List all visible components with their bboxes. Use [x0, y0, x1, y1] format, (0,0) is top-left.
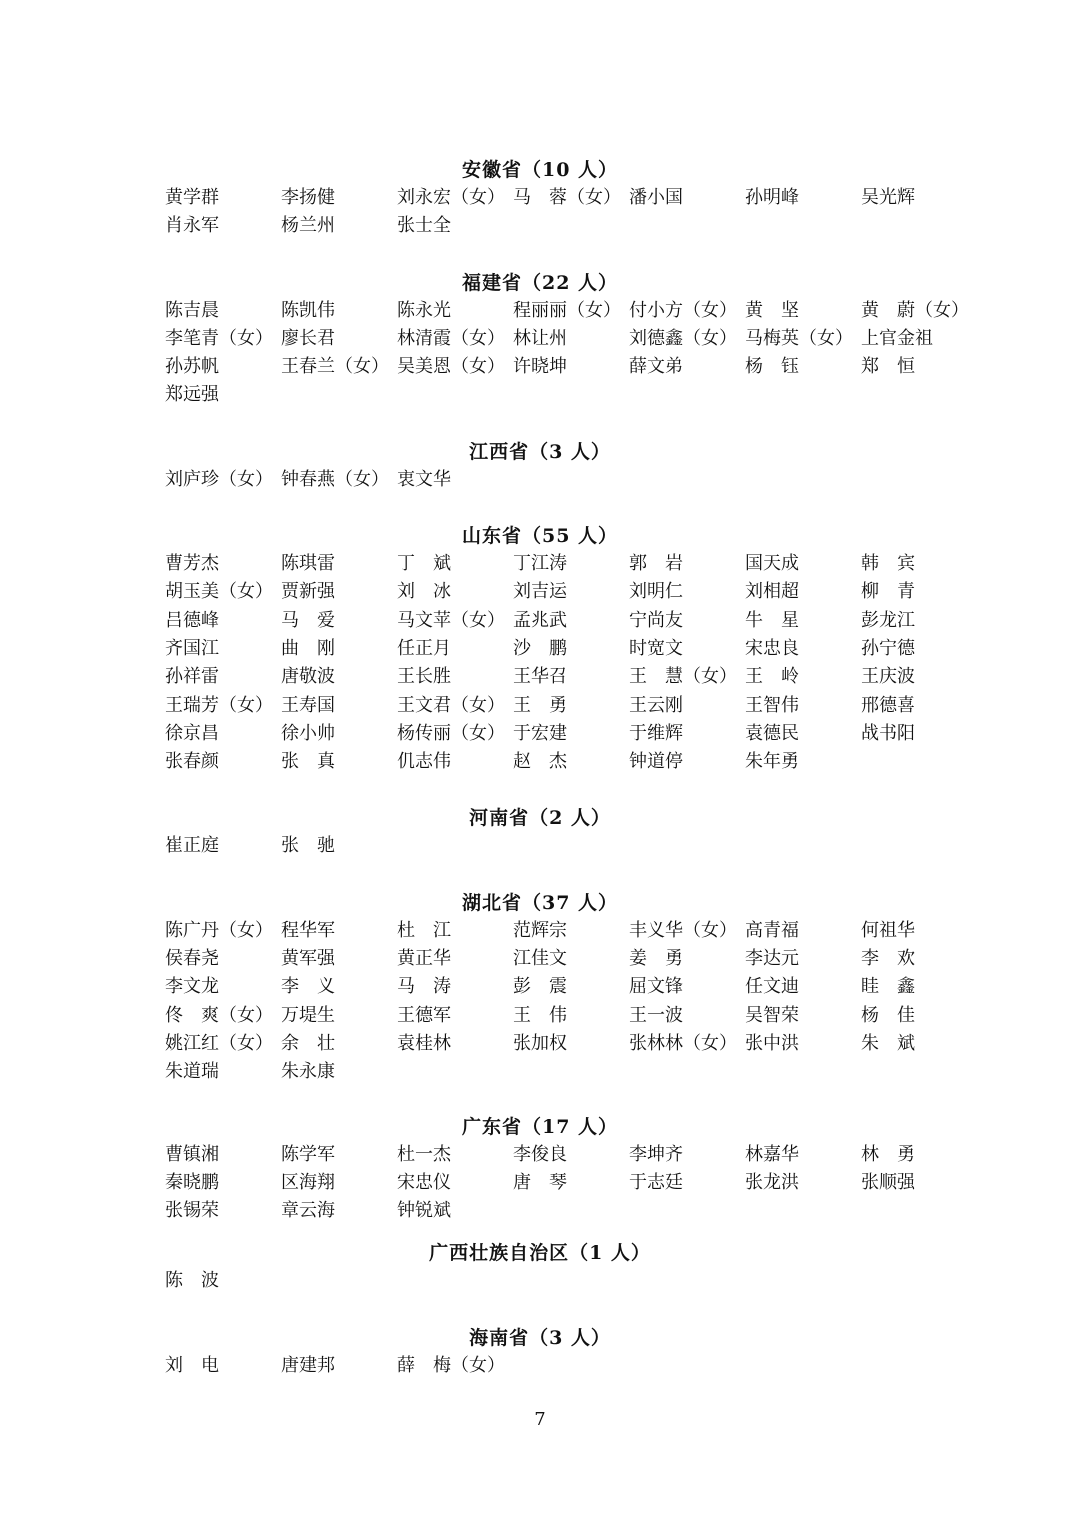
province-section [0, 438, 1080, 494]
person-name: 李达元 [745, 948, 799, 970]
person-name: 曹芳杰 [165, 553, 219, 575]
person-name: 马文苹（女） [397, 609, 505, 631]
name-row [165, 1169, 1005, 1197]
province-title: 福建省（22 人） [461, 271, 619, 294]
province-section [0, 1324, 1080, 1380]
name-list [165, 1352, 1005, 1380]
person-name: 唐敬波 [281, 666, 335, 688]
person-name: 肖永军 [165, 215, 219, 237]
person-name: 黄学群 [165, 187, 219, 208]
person-name: 章云海 [281, 1200, 335, 1222]
person-name: 王一波 [629, 1004, 683, 1026]
name-row [165, 1197, 1005, 1225]
person-name: 王 慧（女） [629, 666, 737, 688]
person-name: 姚江红（女） [165, 1032, 273, 1054]
province-title: 江西省（3 人） [469, 440, 611, 463]
province-section [0, 156, 1080, 241]
name-row [165, 184, 1005, 212]
province-title: 山东省（55 人） [461, 525, 619, 548]
person-name: 王瑞芳（女） [165, 694, 273, 716]
province-title: 广西壮族自治区（1 人） [429, 1242, 651, 1265]
name-list [165, 917, 1005, 1087]
person-name: 宋忠良 [745, 637, 799, 659]
person-name: 徐小帅 [281, 722, 335, 744]
person-name: 柳 青 [861, 581, 915, 603]
person-name: 钟道停 [629, 751, 683, 773]
province-section [0, 269, 1080, 410]
name-list [165, 297, 1005, 410]
person-name: 彭龙江 [861, 609, 915, 631]
person-name: 李 欢 [861, 948, 915, 970]
person-name: 曲 刚 [281, 637, 335, 659]
person-name: 张 真 [281, 751, 335, 773]
person-name: 韩 宾 [861, 553, 915, 575]
person-name: 眭 鑫 [861, 976, 915, 998]
name-row [165, 1030, 1005, 1058]
person-name: 朱永康 [281, 1061, 335, 1083]
person-name: 郭 岩 [629, 553, 683, 575]
name-row [165, 1267, 1005, 1295]
person-name: 于宏建 [513, 722, 567, 744]
person-name: 余 壮 [281, 1032, 335, 1054]
province-section [0, 804, 1080, 860]
name-list [165, 1267, 1005, 1295]
name-row [165, 297, 1005, 325]
person-name: 朱道瑞 [165, 1061, 219, 1083]
person-name: 上官金祖 [861, 327, 933, 349]
person-name: 唐 琴 [513, 1171, 567, 1193]
name-row [165, 917, 1005, 945]
person-name: 林清霞（女） [397, 327, 505, 349]
person-name: 刘相超 [745, 581, 799, 603]
name-list [165, 550, 1005, 776]
person-name: 王 伟 [513, 1004, 567, 1026]
name-row [165, 635, 1005, 663]
person-name: 孙宁德 [861, 637, 915, 659]
person-name: 李文龙 [165, 976, 219, 998]
person-name: 王春兰（女） [281, 356, 389, 378]
person-name: 杨兰州 [281, 215, 335, 237]
person-name: 朱年勇 [745, 751, 799, 773]
person-name: 李俊良 [513, 1143, 567, 1165]
person-name: 吕德峰 [165, 609, 219, 631]
person-name: 刘吉运 [513, 581, 567, 603]
person-name: 曹镇湘 [165, 1143, 219, 1165]
person-name: 仉志伟 [397, 751, 451, 773]
person-name: 廖长君 [281, 327, 335, 349]
person-name: 何祖华 [861, 919, 915, 941]
name-row [165, 973, 1005, 1001]
person-name: 刘 冰 [397, 581, 451, 603]
person-name: 丁 斌 [397, 553, 451, 575]
person-name: 任正月 [397, 637, 451, 659]
person-name: 宋忠仪 [397, 1171, 451, 1193]
person-name: 马 涛 [397, 976, 451, 998]
person-name: 黄军强 [281, 948, 335, 970]
person-name: 程华军 [281, 919, 335, 941]
name-list [165, 1141, 1005, 1226]
name-row [165, 353, 1005, 381]
person-name: 侯春尧 [165, 948, 219, 970]
person-name: 陈 波 [165, 1270, 219, 1292]
person-name: 王云刚 [629, 694, 683, 716]
name-row [165, 578, 1005, 606]
name-row [165, 832, 1005, 860]
name-row [165, 325, 1005, 353]
person-name: 孙明峰 [745, 187, 799, 208]
person-name: 战书阳 [861, 722, 915, 744]
person-name: 赵 杰 [513, 751, 567, 773]
person-name: 张 驰 [281, 835, 335, 857]
province-title: 安徽省（10 人） [461, 159, 619, 181]
name-row [165, 692, 1005, 720]
person-name: 陈琪雷 [281, 553, 335, 575]
person-name: 张龙洪 [745, 1171, 799, 1193]
person-name: 马 蓉（女） [513, 187, 621, 208]
person-name: 时宽文 [629, 637, 683, 659]
person-name: 范辉宗 [513, 919, 567, 941]
name-row [165, 1002, 1005, 1030]
person-name: 陈学军 [281, 1143, 335, 1165]
person-name: 马 爱 [281, 609, 335, 631]
person-name: 高青福 [745, 919, 799, 941]
person-name: 佟 爽（女） [165, 1004, 273, 1026]
person-name: 李坤齐 [629, 1143, 683, 1165]
person-name: 衷文华 [397, 468, 451, 490]
name-row [165, 1352, 1005, 1380]
person-name: 吴美恩（女） [397, 356, 505, 378]
person-name: 王庆波 [861, 666, 915, 688]
person-name: 朱 斌 [861, 1032, 915, 1054]
person-name: 区海翔 [281, 1171, 335, 1193]
province-section [0, 1113, 1080, 1226]
name-row [165, 945, 1005, 973]
person-name: 刘明仁 [629, 581, 683, 603]
person-name: 国天成 [745, 553, 799, 575]
person-name: 崔正庭 [165, 835, 219, 857]
person-name: 张加权 [513, 1032, 567, 1054]
person-name: 张顺强 [861, 1171, 915, 1193]
person-name: 潘小国 [629, 187, 683, 208]
person-name: 张锡荣 [165, 1200, 219, 1222]
name-row [165, 720, 1005, 748]
person-name: 王长胜 [397, 666, 451, 688]
person-name: 丁江涛 [513, 553, 567, 575]
person-name: 王文君（女） [397, 694, 505, 716]
page-number: 7 [534, 1409, 546, 1430]
person-name: 王寿国 [281, 694, 335, 716]
person-name: 程丽丽（女） [513, 299, 621, 321]
person-name: 屈文锋 [629, 976, 683, 998]
document-body [0, 128, 1080, 1380]
province-section [0, 1239, 1080, 1295]
person-name: 杨传丽（女） [397, 722, 505, 744]
person-name: 沙 鹏 [513, 637, 567, 659]
person-name: 林嘉华 [745, 1143, 799, 1165]
person-name: 牛 星 [745, 609, 799, 631]
person-name: 林让州 [513, 327, 567, 349]
person-name: 陈永光 [397, 299, 451, 321]
name-list [165, 184, 1005, 241]
person-name: 邢德喜 [861, 694, 915, 716]
person-name: 陈吉晨 [165, 299, 219, 321]
person-name: 钟春燕（女） [281, 468, 389, 490]
province-section [0, 889, 1080, 1087]
person-name: 李笔青（女） [165, 327, 273, 349]
person-name: 徐京昌 [165, 722, 219, 744]
person-name: 孟兆武 [513, 609, 567, 631]
person-name: 李扬健 [281, 187, 335, 208]
person-name: 袁桂林 [397, 1032, 451, 1054]
name-row [165, 663, 1005, 691]
person-name: 宁尚友 [629, 609, 683, 631]
name-row [165, 381, 1005, 409]
person-name: 丰义华（女） [629, 919, 737, 941]
person-name: 王智伟 [745, 694, 799, 716]
person-name: 吴智荣 [745, 1004, 799, 1026]
person-name: 王德军 [397, 1004, 451, 1026]
person-name: 李 义 [281, 976, 335, 998]
person-name: 杜 江 [397, 919, 451, 941]
person-name: 薛文弟 [629, 356, 683, 378]
person-name: 刘德鑫（女） [629, 327, 737, 349]
province-section [0, 522, 1080, 776]
name-row [165, 748, 1005, 776]
person-name: 袁德民 [745, 722, 799, 744]
person-name: 钟锐斌 [397, 1200, 451, 1222]
person-name: 王 勇 [513, 694, 567, 716]
person-name: 姜 勇 [629, 948, 683, 970]
person-name: 齐国江 [165, 637, 219, 659]
person-name: 杨 钰 [745, 356, 799, 378]
person-name: 王华召 [513, 666, 567, 688]
person-name: 郑远强 [165, 384, 219, 406]
person-name: 刘庐珍（女） [165, 468, 273, 490]
name-list [165, 466, 1005, 494]
person-name: 唐建邦 [281, 1354, 335, 1376]
name-row [165, 1141, 1005, 1169]
person-name: 孙苏帆 [165, 356, 219, 378]
person-name: 任文迪 [745, 976, 799, 998]
name-row [165, 466, 1005, 494]
name-list [165, 832, 1005, 860]
person-name: 郑 恒 [861, 356, 915, 378]
person-name: 于维辉 [629, 722, 683, 744]
province-title: 海南省（3 人） [469, 1326, 611, 1349]
person-name: 贾新强 [281, 581, 335, 603]
person-name: 黄 蔚（女） [861, 299, 969, 321]
person-name: 陈凯伟 [281, 299, 335, 321]
person-name: 孙祥雷 [165, 666, 219, 688]
name-row [165, 550, 1005, 578]
person-name: 马梅英（女） [745, 327, 853, 349]
person-name: 林 勇 [861, 1143, 915, 1165]
person-name: 王 岭 [745, 666, 799, 688]
person-name: 杜一杰 [397, 1143, 451, 1165]
person-name: 付小方（女） [629, 299, 737, 321]
person-name: 黄正华 [397, 948, 451, 970]
province-title: 广东省（17 人） [461, 1115, 619, 1138]
name-row [165, 607, 1005, 635]
person-name: 刘 电 [165, 1354, 219, 1376]
person-name: 刘永宏（女） [397, 187, 505, 208]
person-name: 陈广丹（女） [165, 919, 273, 941]
person-name: 薛 梅（女） [397, 1354, 505, 1376]
person-name: 江佳文 [513, 948, 567, 970]
person-name: 张中洪 [745, 1032, 799, 1054]
province-title: 河南省（2 人） [469, 807, 611, 830]
person-name: 杨 佳 [861, 1004, 915, 1026]
person-name: 许晓坤 [513, 356, 567, 378]
province-title: 湖北省（37 人） [461, 891, 619, 914]
person-name: 万堤生 [281, 1004, 335, 1026]
person-name: 吴光辉 [861, 187, 915, 208]
person-name: 胡玉美（女） [165, 581, 273, 603]
name-row [165, 1058, 1005, 1086]
person-name: 于志廷 [629, 1171, 683, 1193]
person-name: 秦晓鹏 [165, 1171, 219, 1193]
person-name: 张春颜 [165, 751, 219, 773]
person-name: 张士全 [397, 215, 451, 237]
name-row [165, 212, 1005, 240]
person-name: 黄 坚 [745, 299, 799, 321]
person-name: 张林林（女） [629, 1032, 737, 1054]
person-name: 彭 震 [513, 976, 567, 998]
